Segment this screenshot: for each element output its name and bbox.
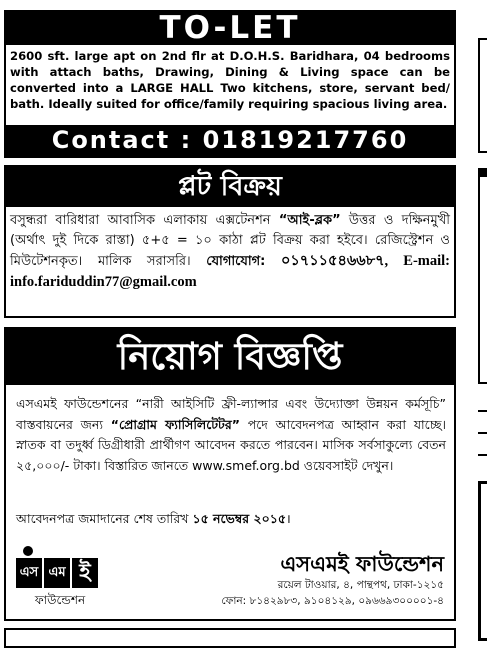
logo-letter-i: ই: [72, 558, 98, 588]
logo-letters: [16, 558, 98, 588]
logo-person-head: [23, 546, 33, 556]
job-deadline-suffix: ।: [285, 511, 291, 526]
right-rule: [478, 454, 487, 456]
plot-body-text-2: উত্তর ও দক্ষিনমুখী (অর্থাৎ দুই দিকে রাস্তা) ৫+৫ = ১০ কাঠা প্লট বিক্রয় করা হইবে। রেজিস্ট্রেশন ও মিউটেশনকৃত। মালিক সরাসরি।: [10, 213, 451, 269]
job-deadline-date: ১৫ নভেম্বর ২০১৫: [192, 511, 286, 526]
job-body-text-2: পদে আবেদনপত্র আহ্বান করা যাচ্ছে। স্নাতক বা তদুর্ধ্ব ডিগ্রীধারী প্রার্থীগণ আবেদন করতে পারবেন। মাসিক সর্বসাকুল্যে বেতন ২৫,০০০/- টাকা। বিস্তারিত জানতে www.smef.org.bd ওয়েবসাইট দেখুন।: [16, 416, 447, 473]
plot-body: [6, 207, 454, 313]
tolet-title: TO-LET: [6, 12, 454, 45]
org-phone: ফোন: ৮১৪২৯৮৩, ৯১০৪১২৯, ০৯৬৬৯৩০০০০১-৪: [221, 595, 444, 607]
tolet-contact: [6, 125, 454, 156]
tolet-ad: [4, 10, 456, 158]
plot-contact-line: ০১৭১১৫৪৬৬৮৭, E-mail: info.fariduddin77@gmail.com: [10, 253, 450, 290]
logo-letter-s: এস: [16, 558, 42, 588]
plot-ad: [4, 165, 456, 318]
right-rule: [478, 432, 487, 434]
job-body: [6, 385, 454, 492]
job-deadline-prefix: আবেদনপত্র জমাদানের শেষ তারিখ: [16, 511, 193, 526]
plot-body-text: বসুন্ধরা বারিধারা আবাসিক এলাকায় এক্সটেনশন: [10, 213, 279, 228]
plot-contact-label: যোগাযোগ:: [206, 254, 266, 269]
tolet-contact-label: Contact :: [51, 126, 193, 154]
job-body-text: এসএমই ফাউন্ডেশনের “নারী আইসিটি ফ্রী-ল্যান্সার এবং উদ্যোক্তা উন্নয়ন কর্মসূচি” বাস্তবায়নের জন্য: [16, 396, 446, 432]
right-rule: [478, 410, 487, 412]
logo-letter-m: এম: [44, 558, 70, 588]
job-ad: [4, 327, 456, 621]
job-title: নিয়োগ বিজ্ঞপ্তি: [6, 329, 454, 385]
right-ad-3: [478, 481, 487, 641]
right-ad-2: [478, 168, 487, 384]
job-position: “প্রোগ্রাম ফ্যাসিলিটেটর”: [110, 416, 240, 432]
sme-logo: [16, 546, 104, 612]
org-block: [221, 551, 444, 609]
plot-title: প্লট বিক্রয়: [6, 167, 454, 207]
plot-block-name: “আই-ব্লক”: [278, 213, 341, 228]
right-ad-1: [478, 38, 487, 153]
next-ad-edge: [4, 628, 456, 648]
logo-caption: ফাউন্ডেশন: [34, 593, 86, 607]
job-deadline: [16, 509, 291, 529]
org-address: রয়েল টাওয়ার, ৪, পান্থপথ, ঢাকা-১২১৫: [277, 579, 444, 591]
org-name: এসএমই ফাউন্ডেশন: [280, 552, 444, 576]
tolet-contact-number: 01819217760: [202, 126, 409, 154]
tolet-body: 2600 sft. large apt on 2nd flr at D.O.H.S. Baridhara, 04 bedrooms with attach baths, Drawing, Dining & Living space can be converted into a LARGE HALL Two kitchens, store, servant bed/ bath. Ideally suited for office/family requiring spacious living area.: [10, 49, 450, 111]
